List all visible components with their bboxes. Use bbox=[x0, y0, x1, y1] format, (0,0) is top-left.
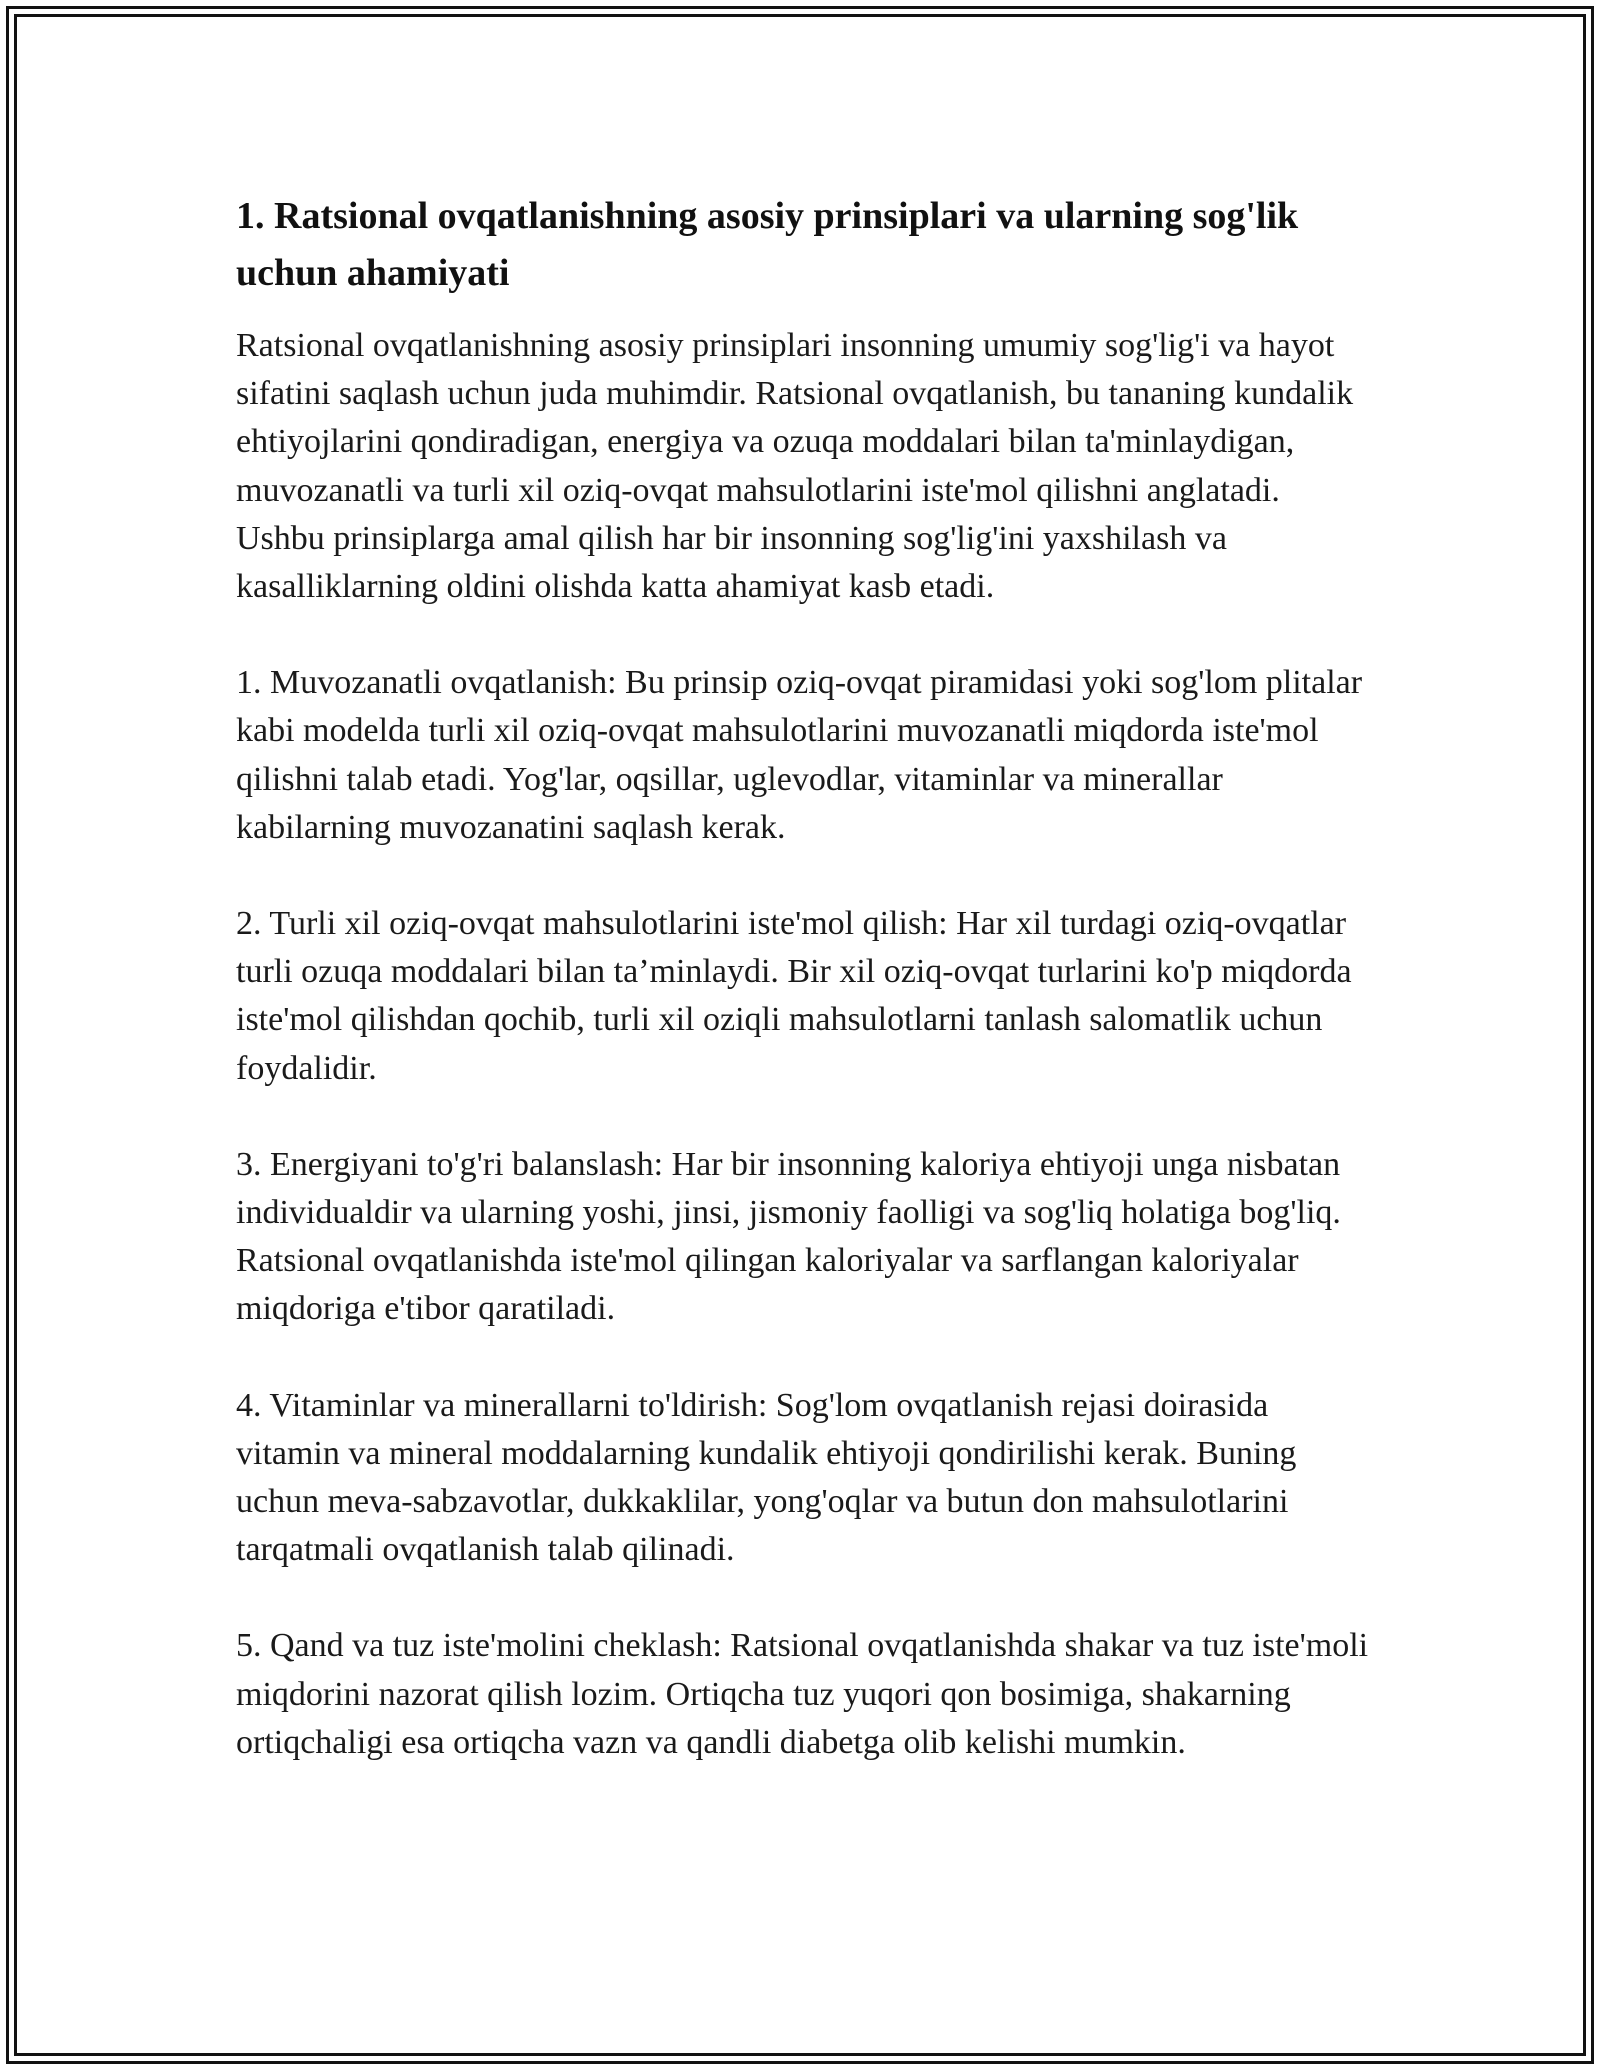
principle-sugar-salt-limit: 5. Qand va tuz iste'molini cheklash: Ratsional ovqatlanishda shakar va tuz iste'moli miqdorini nazorat qilish lozim. Ortiqcha tuz yuqori qon bosimiga, shakarning ortiqchaligi esa ortiqcha vazn va qandli diabetga olib kelishi mumkin. bbox=[236, 1627, 1369, 1761]
document-body bbox=[236, 188, 1376, 1815]
document-title: 1. Ratsional ovqatlanishning asosiy prinsiplari va ularning sog'lik uchun ahamiyati bbox=[236, 195, 1299, 294]
principle-balanced-diet: 1. Muvozanatli ovqatlanish: Bu prinsip oziq-ovqat piramidasi yoki sog'lom plitalar kabi modelda turli xil oziq-ovqat mahsulotlarini muvozanatli miqdorda iste'mol qilishni talab etadi. Yog'lar, oqsillar, uglevodlar, vitaminlar va minerallar kabilarning muvozanatini saqlash kerak. bbox=[236, 664, 1363, 846]
principle-food-variety: 2. Turli xil oziq-ovqat mahsulotlarini iste'mol qilish: Har xil turdagi oziq-ovqatlar turli ozuqa moddalari bilan ta’minlaydi. Bir xil oziq-ovqat turlarini ko'p miqdorda iste'mol qilishdan qochib, turli xil oziqli mahsulotlarni tanlash salomatlik uchun foydalidir. bbox=[236, 905, 1352, 1087]
principle-energy-balance: 3. Energiyani to'g'ri balanslash: Har bir insonning kaloriya ehtiyoji unga nisbatan individualdir va ularning yoshi, jinsi, jismoniy faolligi va sog'liq holatiga bog'liq. Ratsional ovqatlanishda iste'mol qilingan kaloriyalar va sarflangan kaloriyalar miqdoriga e'tibor qaratiladi. bbox=[236, 1145, 1341, 1328]
intro-paragraph: Ratsional ovqatlanishning asosiy prinsiplari insonning umumiy sog'lig'i va hayot sifatini saqlash uchun juda muhimdir. Ratsional ovqatlanish, bu tananing kundalik ehtiyojlarini qondiradigan, energiya va ozuqa moddalari bilan ta'minlaydigan, muvozanatli va turli xil oziq-ovqat mahsulotlarini iste'mol qilishni anglatadi. Ushbu prinsiplarga amal qilish har bir insonning sog'lig'ini yaxshilash va kasalliklarning oldini olishda katta ahamiyat kasb etadi. bbox=[236, 327, 1354, 606]
principle-vitamins-minerals: 4. Vitaminlar va minerallarni to'ldirish: Sog'lom ovqatlanish rejasi doirasida vitamin va mineral moddalarning kundalik ehtiyoji qondirilishi kerak. Buning uchun meva-sabzavotlar, dukkaklilar, yong'oqlar va butun don mahsulotlarini tarqatmali ovqatlanish talab qilinadi. bbox=[236, 1386, 1297, 1569]
